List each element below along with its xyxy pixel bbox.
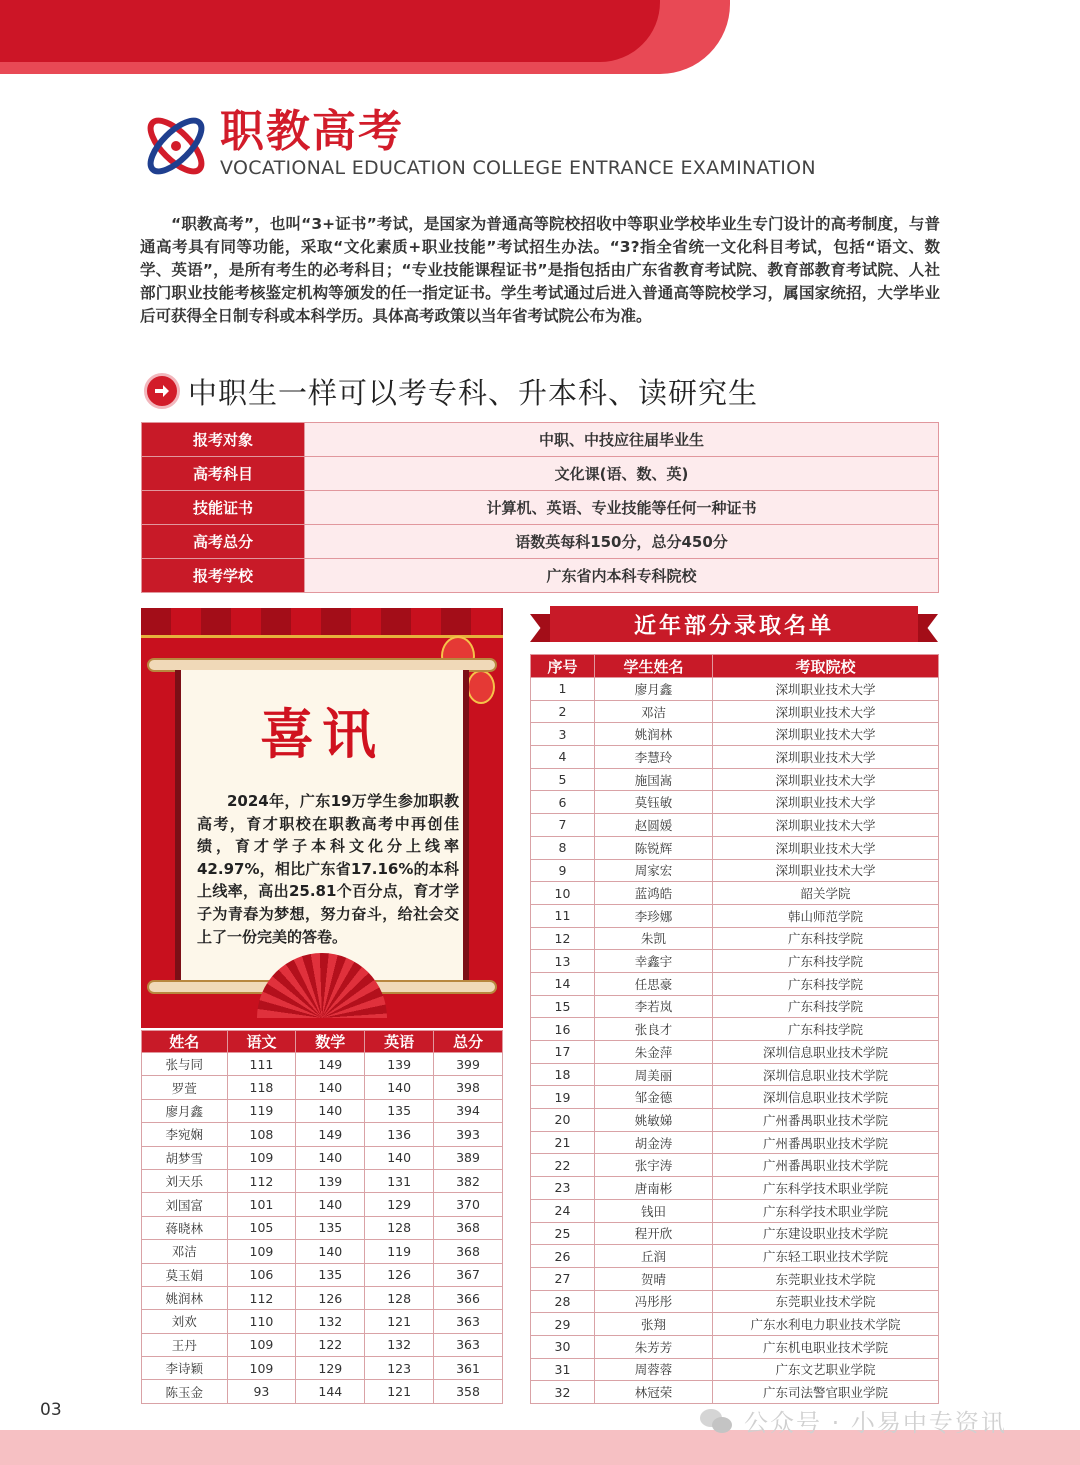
- admission-cell: 朱芳芳: [595, 1335, 713, 1358]
- table-row: [142, 1123, 503, 1146]
- intro-paragraph: “职教高考”，也叫“3+证书”考试，是国家为普通高等院校招收中等职业学校毕业生专门设计的高考制度，与普通高考具有同等功能，采取“文化素质+职业技能”考试招生办法。“3?指全省统一文化科目考试，包括“语文、数学、英语”，是所有考生的必考科目；“专业技能课程证书”是指包括由广东省教育考试院、教育部教育考试院、人社部门职业技能考核鉴定机构等颁发的任一指定证书。学生考试通过后进入普通高等院校学习，属国家统招，大学毕业后可获得全日制专科或本科学历。具体高考政策以当年省考试院公布为准。: [140, 215, 940, 325]
- admission-cell: 姚润林: [595, 723, 713, 746]
- admission-cell: 冯彤彤: [595, 1290, 713, 1313]
- info-row: [142, 491, 939, 525]
- score-cell: 108: [227, 1123, 296, 1146]
- score-cell: 129: [365, 1193, 434, 1216]
- admission-cell: 深圳职业技术大学: [713, 859, 939, 882]
- admission-cell: 27: [531, 1267, 595, 1290]
- score-cell: 368: [434, 1240, 503, 1263]
- admission-cell: 15: [531, 995, 595, 1018]
- table-row: [531, 678, 939, 701]
- good-news-title: 喜讯: [260, 702, 384, 766]
- score-cell: 刘天乐: [142, 1169, 228, 1192]
- table-row: [531, 1199, 939, 1222]
- good-news-poster: [141, 608, 503, 1028]
- score-cell: 109: [227, 1240, 296, 1263]
- admission-cell: 李慧玲: [595, 746, 713, 769]
- admission-cell: 丘润: [595, 1245, 713, 1268]
- score-cell: 109: [227, 1333, 296, 1356]
- exam-info-table: [141, 422, 939, 593]
- score-cell: 张与同: [142, 1053, 228, 1076]
- table-row: [531, 1335, 939, 1358]
- admission-cell: 邓洁: [595, 700, 713, 723]
- info-value: 文化课(语、数、英): [305, 457, 939, 491]
- admission-cell: 广东轻工职业技术学院: [713, 1245, 939, 1268]
- admission-cell: 广东司法警官职业学院: [713, 1381, 939, 1404]
- info-key: 技能证书: [142, 491, 305, 525]
- info-row: [142, 423, 939, 457]
- table-row: [531, 746, 939, 769]
- admission-cell: 任思豪: [595, 972, 713, 995]
- table-row: [142, 1053, 503, 1076]
- table-row: [531, 768, 939, 791]
- page-number: 03: [40, 1400, 62, 1420]
- score-cell: 361: [434, 1357, 503, 1380]
- score-cell: 140: [296, 1099, 365, 1122]
- info-row: [142, 457, 939, 491]
- table-row: [142, 1240, 503, 1263]
- score-cell: 119: [365, 1240, 434, 1263]
- admission-cell: 深圳职业技术大学: [713, 768, 939, 791]
- score-column-header: 总分: [434, 1031, 503, 1053]
- admission-cell: 11: [531, 904, 595, 927]
- table-row: [531, 791, 939, 814]
- admission-cell: 28: [531, 1290, 595, 1313]
- score-cell: 121: [365, 1310, 434, 1333]
- score-cell: 112: [227, 1286, 296, 1309]
- table-row: [531, 927, 939, 950]
- admission-cell: 7: [531, 814, 595, 837]
- admission-cell: 东莞职业技术学院: [713, 1290, 939, 1313]
- admission-cell: 林冠荣: [595, 1381, 713, 1404]
- admission-cell: 广东科技学院: [713, 950, 939, 973]
- admission-cell: 李珍娜: [595, 904, 713, 927]
- admission-cell: 12: [531, 927, 595, 950]
- admission-cell: 周家宏: [595, 859, 713, 882]
- admission-cell: 张翔: [595, 1313, 713, 1336]
- score-cell: 139: [296, 1169, 365, 1192]
- admission-table: [530, 654, 939, 1404]
- score-cell: 蒋晓林: [142, 1216, 228, 1239]
- table-row: [531, 1267, 939, 1290]
- score-cell: 110: [227, 1310, 296, 1333]
- admission-cell: 14: [531, 972, 595, 995]
- score-table: [141, 1030, 503, 1404]
- table-row: [531, 700, 939, 723]
- admission-cell: 深圳职业技术大学: [713, 814, 939, 837]
- score-column-header: 语文: [227, 1031, 296, 1053]
- admission-cell: 广州番禺职业技术学院: [713, 1131, 939, 1154]
- score-cell: 398: [434, 1076, 503, 1099]
- table-row: [531, 1290, 939, 1313]
- score-cell: 王丹: [142, 1333, 228, 1356]
- admission-cell: 深圳信息职业技术学院: [713, 1063, 939, 1086]
- score-cell: 李宛娴: [142, 1123, 228, 1146]
- score-column-header: 英语: [365, 1031, 434, 1053]
- admission-cell: 周美丽: [595, 1063, 713, 1086]
- admission-cell: 18: [531, 1063, 595, 1086]
- score-cell: 109: [227, 1146, 296, 1169]
- table-row: [531, 904, 939, 927]
- table-row: [531, 882, 939, 905]
- admission-cell: 广东机电职业技术学院: [713, 1335, 939, 1358]
- admission-list-banner: [530, 606, 938, 644]
- score-cell: 149: [296, 1053, 365, 1076]
- admission-cell: 广东文艺职业学院: [713, 1358, 939, 1381]
- score-cell: 93: [227, 1380, 296, 1403]
- admission-cell: 6: [531, 791, 595, 814]
- info-value: 中职、中技应往届毕业生: [305, 423, 939, 457]
- table-row: [531, 1063, 939, 1086]
- admission-cell: 韩山师范学院: [713, 904, 939, 927]
- admission-cell: 赵圆媛: [595, 814, 713, 837]
- table-row: [531, 1245, 939, 1268]
- admission-cell: 4: [531, 746, 595, 769]
- table-row: [531, 1154, 939, 1177]
- table-row: [142, 1286, 503, 1309]
- admission-cell: 莫钰敏: [595, 791, 713, 814]
- table-row: [531, 1109, 939, 1132]
- score-cell: 112: [227, 1169, 296, 1192]
- admission-cell: 胡金涛: [595, 1131, 713, 1154]
- admission-cell: 深圳职业技术大学: [713, 678, 939, 701]
- table-row: [531, 1313, 939, 1336]
- watermark: [700, 1403, 1007, 1438]
- admission-cell: 朱凯: [595, 927, 713, 950]
- admission-cell: 周蓉蓉: [595, 1358, 713, 1381]
- score-cell: 刘国富: [142, 1193, 228, 1216]
- admission-cell: 张良才: [595, 1018, 713, 1041]
- table-row: [531, 1358, 939, 1381]
- score-cell: 122: [296, 1333, 365, 1356]
- info-key: 高考总分: [142, 525, 305, 559]
- admission-cell: 17: [531, 1041, 595, 1064]
- admission-cell: 唐南彬: [595, 1177, 713, 1200]
- score-cell: 廖月鑫: [142, 1099, 228, 1122]
- score-cell: 131: [365, 1169, 434, 1192]
- score-cell: 382: [434, 1169, 503, 1192]
- score-cell: 106: [227, 1263, 296, 1286]
- score-cell: 128: [365, 1286, 434, 1309]
- admission-cell: 24: [531, 1199, 595, 1222]
- scroll-paper: [175, 670, 469, 982]
- admission-cell: 深圳职业技术大学: [713, 723, 939, 746]
- score-cell: 368: [434, 1216, 503, 1239]
- info-key: 高考科目: [142, 457, 305, 491]
- admission-cell: 廖月鑫: [595, 678, 713, 701]
- admission-cell: 广东科技学院: [713, 995, 939, 1018]
- section-title: 中职生一样可以考专科、升本科、读研究生: [188, 375, 759, 410]
- score-cell: 123: [365, 1357, 434, 1380]
- score-cell: 140: [365, 1146, 434, 1169]
- score-cell: 393: [434, 1123, 503, 1146]
- admission-cell: 19: [531, 1086, 595, 1109]
- admission-cell: 贺晴: [595, 1267, 713, 1290]
- admission-cell: 姚敏娣: [595, 1109, 713, 1132]
- top-decoration-band: [0, 0, 730, 74]
- score-cell: 姚润林: [142, 1286, 228, 1309]
- table-row: [142, 1146, 503, 1169]
- admission-cell: 深圳信息职业技术学院: [713, 1086, 939, 1109]
- admission-cell: 广东建设职业技术学院: [713, 1222, 939, 1245]
- admission-cell: 8: [531, 836, 595, 859]
- score-cell: 370: [434, 1193, 503, 1216]
- score-cell: 105: [227, 1216, 296, 1239]
- admission-cell: 9: [531, 859, 595, 882]
- score-cell: 140: [296, 1146, 365, 1169]
- score-cell: 144: [296, 1380, 365, 1403]
- table-row: [142, 1380, 503, 1403]
- admission-cell: 2: [531, 700, 595, 723]
- score-cell: 132: [365, 1333, 434, 1356]
- admission-cell: 13: [531, 950, 595, 973]
- admission-cell: 李若岚: [595, 995, 713, 1018]
- good-news-text: 2024年，广东19万学生参加职教高考，育才职校在职教高考中再创佳绩，育才学子本科文化分上线率42.97%，相比广东省17.16%的本科上线率，高出25.81个百分点，育才学子为青春为梦想，努力奋斗，给社会交上了一份完美的答卷。: [197, 792, 459, 946]
- score-cell: 邓洁: [142, 1240, 228, 1263]
- admission-cell: 29: [531, 1313, 595, 1336]
- admission-cell: 1: [531, 678, 595, 701]
- admission-cell: 22: [531, 1154, 595, 1177]
- table-row: [531, 1086, 939, 1109]
- score-cell: 132: [296, 1310, 365, 1333]
- score-cell: 128: [365, 1216, 434, 1239]
- score-cell: 394: [434, 1099, 503, 1122]
- watermark-text: 公众号 · 小易中专资讯: [744, 1409, 1007, 1437]
- score-cell: 126: [365, 1263, 434, 1286]
- admission-cell: 广东水利电力职业技术学院: [713, 1313, 939, 1336]
- score-cell: 129: [296, 1357, 365, 1380]
- admission-cell: 广州番禺职业技术学院: [713, 1154, 939, 1177]
- admission-cell: 广州番禺职业技术学院: [713, 1109, 939, 1132]
- wechat-icon: [700, 1407, 734, 1435]
- admission-cell: 30: [531, 1335, 595, 1358]
- table-row: [531, 995, 939, 1018]
- table-row: [531, 1222, 939, 1245]
- admission-cell: 广东科学技术职业学院: [713, 1177, 939, 1200]
- score-column-header: 数学: [296, 1031, 365, 1053]
- admission-cell: 21: [531, 1131, 595, 1154]
- admission-cell: 广东科技学院: [713, 927, 939, 950]
- admission-cell: 深圳职业技术大学: [713, 791, 939, 814]
- admission-cell: 邹金德: [595, 1086, 713, 1109]
- admission-cell: 20: [531, 1109, 595, 1132]
- score-cell: 陈玉金: [142, 1380, 228, 1403]
- info-value: 广东省内本科专科院校: [305, 559, 939, 593]
- arrow-right-icon: [144, 373, 180, 409]
- score-cell: 119: [227, 1099, 296, 1122]
- table-row: [142, 1263, 503, 1286]
- admission-cell: 东莞职业技术学院: [713, 1267, 939, 1290]
- admission-cell: 广东科学技术职业学院: [713, 1199, 939, 1222]
- score-cell: 140: [296, 1193, 365, 1216]
- score-cell: 121: [365, 1380, 434, 1403]
- admission-cell: 26: [531, 1245, 595, 1268]
- score-cell: 367: [434, 1263, 503, 1286]
- admission-cell: 幸鑫宇: [595, 950, 713, 973]
- section-heading: [144, 372, 758, 410]
- table-row: [531, 1041, 939, 1064]
- score-cell: 363: [434, 1333, 503, 1356]
- admission-column-header: 序号: [531, 655, 595, 678]
- info-key: 报考学校: [142, 559, 305, 593]
- admission-column-header: 考取院校: [713, 655, 939, 678]
- admission-cell: 10: [531, 882, 595, 905]
- info-key: 报考对象: [142, 423, 305, 457]
- table-row: [531, 1381, 939, 1404]
- admission-list-title: 近年部分录取名单: [550, 606, 918, 642]
- admission-cell: 5: [531, 768, 595, 791]
- score-cell: 399: [434, 1053, 503, 1076]
- table-row: [531, 1131, 939, 1154]
- score-cell: 刘欢: [142, 1310, 228, 1333]
- score-cell: 136: [365, 1123, 434, 1146]
- atom-orbit-logo-icon: [140, 110, 212, 182]
- table-row: [142, 1357, 503, 1380]
- score-cell: 109: [227, 1357, 296, 1380]
- info-value: 计算机、英语、专业技能等任何一种证书: [305, 491, 939, 525]
- table-row: [531, 723, 939, 746]
- admission-cell: 25: [531, 1222, 595, 1245]
- score-cell: 111: [227, 1053, 296, 1076]
- table-row: [142, 1216, 503, 1239]
- table-row: [531, 859, 939, 882]
- score-cell: 149: [296, 1123, 365, 1146]
- score-cell: 135: [296, 1216, 365, 1239]
- score-cell: 莫玉娟: [142, 1263, 228, 1286]
- admission-cell: 深圳信息职业技术学院: [713, 1041, 939, 1064]
- lantern-icon: [467, 670, 495, 704]
- admission-cell: 朱金萍: [595, 1041, 713, 1064]
- admission-cell: 施国嵩: [595, 768, 713, 791]
- admission-cell: 3: [531, 723, 595, 746]
- admission-cell: 广东科技学院: [713, 972, 939, 995]
- info-row: [142, 525, 939, 559]
- score-cell: 135: [296, 1263, 365, 1286]
- admission-cell: 陈锐辉: [595, 836, 713, 859]
- admission-cell: 张宇涛: [595, 1154, 713, 1177]
- admission-cell: 钱田: [595, 1199, 713, 1222]
- admission-cell: 32: [531, 1381, 595, 1404]
- score-cell: 363: [434, 1310, 503, 1333]
- info-value: 语数英每科150分，总分450分: [305, 525, 939, 559]
- table-row: [531, 972, 939, 995]
- table-row: [531, 1018, 939, 1041]
- admission-cell: 程开欣: [595, 1222, 713, 1245]
- score-cell: 389: [434, 1146, 503, 1169]
- admission-column-header: 学生姓名: [595, 655, 713, 678]
- admission-cell: 31: [531, 1358, 595, 1381]
- page-subtitle: VOCATIONAL EDUCATION COLLEGE ENTRANCE EXAMINATION: [220, 157, 816, 179]
- score-cell: 罗萱: [142, 1076, 228, 1099]
- score-cell: 101: [227, 1193, 296, 1216]
- table-row: [142, 1193, 503, 1216]
- table-row: [531, 836, 939, 859]
- score-cell: 139: [365, 1053, 434, 1076]
- score-cell: 胡梦雪: [142, 1146, 228, 1169]
- table-row: [531, 950, 939, 973]
- admission-cell: 韶关学院: [713, 882, 939, 905]
- info-row: [142, 559, 939, 593]
- score-cell: 140: [296, 1240, 365, 1263]
- score-column-header: 姓名: [142, 1031, 228, 1053]
- admission-cell: 深圳职业技术大学: [713, 746, 939, 769]
- score-cell: 135: [365, 1099, 434, 1122]
- score-cell: 118: [227, 1076, 296, 1099]
- table-row: [531, 814, 939, 837]
- admission-cell: 深圳职业技术大学: [713, 700, 939, 723]
- score-cell: 李诗颖: [142, 1357, 228, 1380]
- table-row: [142, 1099, 503, 1122]
- page-title: 职教高考: [220, 106, 404, 157]
- score-cell: 126: [296, 1286, 365, 1309]
- curtain-decoration: [141, 608, 503, 638]
- admission-cell: 广东科技学院: [713, 1018, 939, 1041]
- table-row: [531, 1177, 939, 1200]
- admission-cell: 23: [531, 1177, 595, 1200]
- table-row: [142, 1310, 503, 1333]
- score-cell: 358: [434, 1380, 503, 1403]
- table-row: [142, 1169, 503, 1192]
- admission-cell: 深圳职业技术大学: [713, 836, 939, 859]
- score-cell: 140: [365, 1076, 434, 1099]
- table-row: [142, 1333, 503, 1356]
- score-cell: 140: [296, 1076, 365, 1099]
- table-row: [142, 1076, 503, 1099]
- admission-cell: 16: [531, 1018, 595, 1041]
- score-cell: 366: [434, 1286, 503, 1309]
- admission-cell: 蓝鸿皓: [595, 882, 713, 905]
